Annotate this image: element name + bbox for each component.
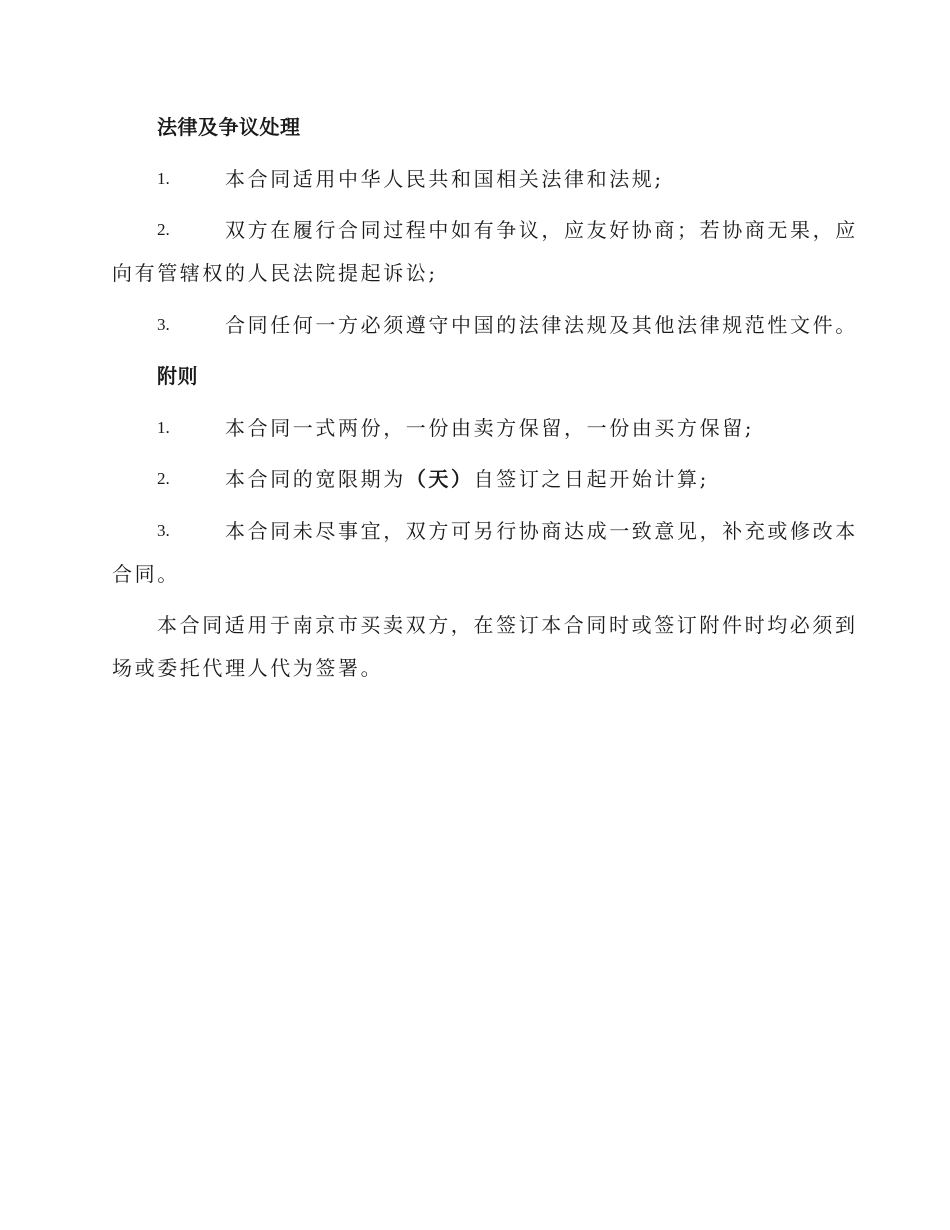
grace-period-unit: （天） — [405, 467, 474, 491]
section-heading-law: 法律及争议处理 — [157, 115, 301, 139]
item-text: 合同任何一方必须遵守中国的法律法规及其他法律规范性文件。 — [225, 313, 858, 337]
text-after: 自签订之日起开始计算; — [473, 467, 709, 491]
item-text: 本合同一式两份，一份由卖方保留，一份由买方保留; — [225, 416, 755, 440]
text-before: 本合同的宽限期为 — [225, 467, 406, 491]
item-number: 1. — [157, 418, 170, 437]
closing-line-2: 场或委托代理人代为签署。 — [112, 656, 384, 680]
closing-line-1: 本合同适用于南京市买卖双方，在签订本合同时或签订附件时均必须到 — [157, 613, 858, 637]
item-text — [225, 465, 709, 493]
appendix-item-3-continuation: 合同。 — [112, 562, 180, 586]
item-number: 3. — [157, 315, 170, 334]
law-item-2-continuation: 向有管辖权的人民法院提起诉讼; — [112, 261, 438, 285]
item-text: 双方在履行合同过程中如有争议，应友好协商；若协商无果，应 — [225, 218, 858, 242]
item-number: 3. — [157, 521, 170, 540]
item-number: 1. — [157, 169, 170, 188]
item-text: 本合同未尽事宜，双方可另行协商达成一致意见，补充或修改本 — [225, 519, 858, 543]
item-number: 2. — [157, 469, 170, 488]
item-text: 本合同适用中华人民共和国相关法律和法规; — [225, 167, 664, 191]
item-number: 2. — [157, 220, 170, 239]
section-heading-appendix: 附则 — [157, 364, 198, 388]
